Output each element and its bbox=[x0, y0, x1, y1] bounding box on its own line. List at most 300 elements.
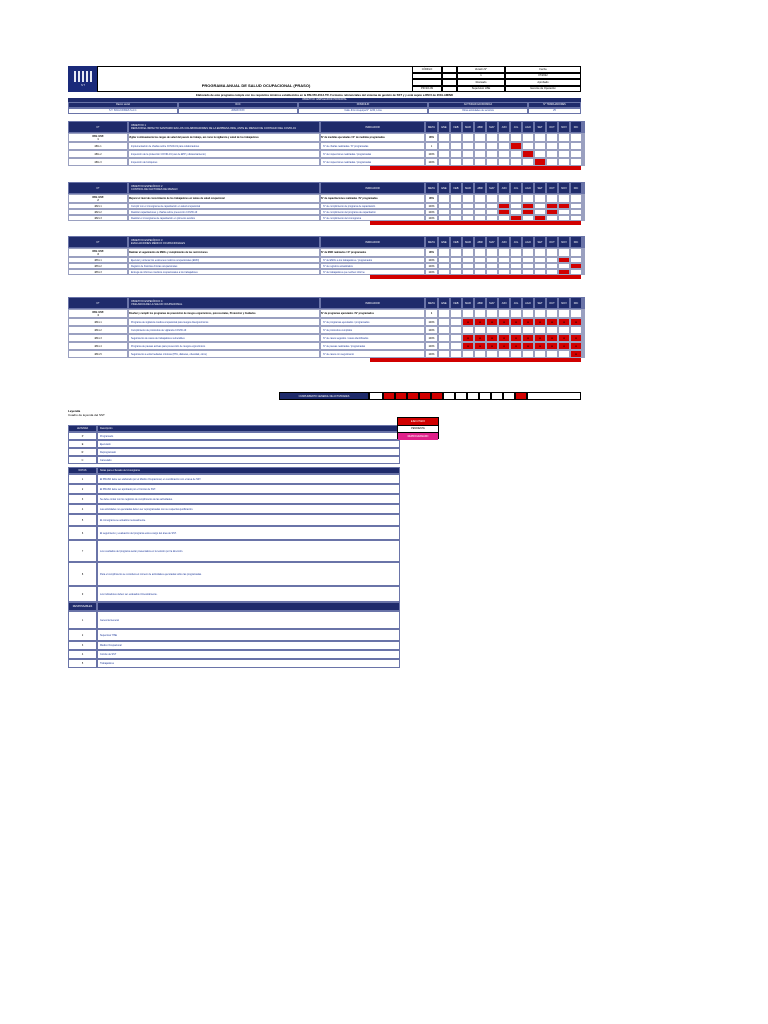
month-cell-oct[interactable] bbox=[546, 318, 558, 326]
activity-meta: 100% bbox=[425, 269, 438, 275]
activity-description: Seguimiento de casos de trabajadores vulnerables bbox=[128, 334, 320, 342]
activity-indicator: N° de cumplimiento del cronograma bbox=[320, 215, 425, 221]
legend-value: Cancelado bbox=[97, 456, 400, 464]
general-col-3: ACTIVIDAD ECONÓMICA bbox=[428, 102, 528, 108]
responsable-row bbox=[68, 659, 400, 668]
month-cell-ene[interactable] bbox=[438, 350, 450, 358]
specific-objective-cell bbox=[570, 194, 582, 203]
section-header-cell: DIC bbox=[570, 182, 582, 194]
month-cell-may[interactable] bbox=[486, 158, 498, 166]
specific-objective-cell: N° de EMO realizados / N° programados bbox=[320, 248, 425, 257]
total-cell bbox=[467, 392, 479, 400]
activity-meta: 100% bbox=[425, 334, 438, 342]
month-cell-abr[interactable] bbox=[474, 334, 486, 342]
status-key bbox=[397, 417, 439, 439]
specific-objective-cell bbox=[450, 194, 462, 203]
logo-text: S T bbox=[81, 84, 85, 87]
activity-meta: 100% bbox=[425, 326, 438, 334]
month-cell-oct[interactable] bbox=[546, 334, 558, 342]
legend-value: Notas para el llenado del cronograma bbox=[97, 467, 400, 474]
legend-value: Reprogramado bbox=[97, 448, 400, 456]
activity-id: 4811.2 bbox=[68, 150, 128, 158]
month-cell-nov[interactable] bbox=[558, 318, 570, 326]
specific-objective-cell bbox=[510, 194, 522, 203]
document-title: PROGRAMA ANUAL DE SALUD OCUPACIONAL (PRASO) bbox=[201, 83, 311, 88]
legend-row bbox=[68, 432, 400, 440]
total-cell bbox=[407, 392, 419, 400]
month-cell-ago[interactable] bbox=[522, 150, 534, 158]
approver-value: Gerente de Operación bbox=[505, 86, 581, 93]
legend-key: LEYENDA bbox=[68, 425, 97, 432]
section-header-cell: ENE bbox=[438, 182, 450, 194]
legend-value: El PRASO debe ser aprobado por el Comité de SST. bbox=[97, 484, 400, 494]
section-header-cell: MAY bbox=[486, 182, 498, 194]
legend-value: Supervisor HSE bbox=[97, 629, 400, 641]
specific-objective-cell bbox=[450, 309, 462, 318]
specific-objective-cell bbox=[583, 309, 585, 318]
month-cell-feb[interactable] bbox=[450, 142, 462, 150]
code-label: CÓDIGO bbox=[412, 66, 442, 73]
specific-objective-cell bbox=[534, 133, 546, 142]
activity-description: Realizar el cronograma de capacitación en primeros auxilios bbox=[128, 215, 320, 221]
month-cell-ago[interactable] bbox=[522, 342, 534, 350]
section-header-cell: NOV bbox=[558, 236, 570, 248]
section-header-cell: INDICADOR bbox=[320, 121, 425, 133]
note-row bbox=[68, 484, 400, 494]
note-row bbox=[68, 562, 400, 586]
specific-objective-cell: Realizar el seguimiento de EMOs y cumplimiento de las restricciones bbox=[128, 248, 320, 257]
month-cell-abr[interactable] bbox=[474, 150, 486, 158]
month-cell-mar[interactable] bbox=[462, 142, 474, 150]
specific-objective-cell: 1 bbox=[425, 309, 438, 318]
activity-indicator: N° de inspecciones realizadas / programadas bbox=[320, 158, 425, 166]
month-cell-set[interactable] bbox=[534, 158, 546, 166]
specific-objective-cell bbox=[546, 194, 558, 203]
section-header-cell: ENE bbox=[438, 121, 450, 133]
month-cell-jul[interactable] bbox=[510, 150, 522, 158]
responsable-row bbox=[68, 629, 400, 641]
month-cell-ago[interactable] bbox=[522, 158, 534, 166]
month-cell-jul[interactable] bbox=[510, 318, 522, 326]
responsable-row bbox=[68, 650, 400, 659]
month-cell-ago[interactable] bbox=[522, 350, 534, 358]
month-cell-set[interactable] bbox=[534, 334, 546, 342]
month-cell-oct[interactable] bbox=[546, 350, 558, 358]
key-pending: PENDIENTE bbox=[398, 426, 438, 434]
legend-key: 1 bbox=[68, 474, 97, 484]
activity-compliance bbox=[583, 334, 585, 342]
month-cell-ago[interactable] bbox=[522, 326, 534, 334]
month-cell-abr[interactable] bbox=[474, 326, 486, 334]
month-cell-may[interactable] bbox=[486, 150, 498, 158]
legend-value: Programado bbox=[97, 432, 400, 440]
activity-compliance bbox=[583, 215, 585, 221]
month-cell-jun[interactable] bbox=[498, 318, 510, 326]
legend-value: Médico Ocupacional bbox=[97, 641, 400, 650]
month-cell-abr[interactable] bbox=[474, 342, 486, 350]
month-cell-dic[interactable] bbox=[570, 318, 582, 326]
month-cell-mar[interactable] bbox=[462, 326, 474, 334]
month-cell-nov[interactable] bbox=[558, 142, 570, 150]
specific-objective-cell bbox=[438, 194, 450, 203]
month-cell-jul[interactable] bbox=[510, 158, 522, 166]
month-cell-mar[interactable] bbox=[462, 150, 474, 158]
month-cell-feb[interactable] bbox=[450, 342, 462, 350]
total-label: CUMPLIMIENTO GENERAL DE ACTIVIDADES bbox=[279, 392, 369, 400]
month-cell-may[interactable] bbox=[486, 326, 498, 334]
legend-key: 1 bbox=[68, 611, 97, 629]
objective-line: Elaborado de este programa cumple con los requisitos mínimos establecidos en la RM-050-2013-TR. Formatos referenciales del sistema de gestión de SST y y está sujeto a RM 6 de 2019-AMIND bbox=[195, 93, 454, 97]
code-value: PR-SO-09 bbox=[412, 86, 442, 93]
specific-objective-cell bbox=[546, 309, 558, 318]
activity-meta: 100% bbox=[425, 150, 438, 158]
specific-objective-cell: OBJ. ESP. 1 bbox=[68, 133, 128, 142]
total-cell bbox=[479, 392, 491, 400]
month-cell-jun[interactable] bbox=[498, 342, 510, 350]
month-cell-feb[interactable] bbox=[450, 318, 462, 326]
general-header: OBJETIVO: EMPLEADOR PRINCIPAL bbox=[68, 98, 581, 102]
activity-indicator: N° de registros actualizados bbox=[320, 263, 425, 269]
activity-id: 4841.5 bbox=[68, 350, 128, 358]
section-header-cell: ABR bbox=[474, 182, 486, 194]
month-cell-jul[interactable] bbox=[510, 142, 522, 150]
activity-id: 4831.2 bbox=[68, 263, 128, 269]
section-header-cell: N° bbox=[68, 236, 128, 248]
month-cell-set[interactable] bbox=[534, 142, 546, 150]
specific-objective-cell bbox=[438, 248, 450, 257]
key-executed: EJECUTADO bbox=[398, 418, 438, 426]
specific-objective-cell bbox=[546, 133, 558, 142]
general-value-3: Otras actividades de servicios bbox=[428, 108, 528, 114]
activity-id: 4821.2 bbox=[68, 209, 128, 215]
month-cell-dic[interactable] bbox=[570, 142, 582, 150]
legend-key: 5 bbox=[68, 659, 97, 668]
month-cell-set[interactable] bbox=[534, 350, 546, 358]
section-header-cell: ABR bbox=[474, 236, 486, 248]
month-cell-nov[interactable] bbox=[558, 350, 570, 358]
specific-objective-cell bbox=[558, 194, 570, 203]
month-cell-jun[interactable] bbox=[498, 158, 510, 166]
month-cell-may[interactable] bbox=[486, 350, 498, 358]
month-cell-ene[interactable] bbox=[438, 334, 450, 342]
section-objective: OBJETIVO ESPECÍFICO 2 CONTROL DE FACTORES DE RIESGO bbox=[128, 182, 320, 194]
section-header-cell: FEB bbox=[450, 121, 462, 133]
specific-objective-cell: Mejorar el nivel de conocimiento de los trabajadores en temas de salud ocupacional bbox=[128, 194, 320, 203]
activity-id: 4841.1 bbox=[68, 318, 128, 326]
activity-indicator: N° de charlas realizadas / N° programadas bbox=[320, 142, 425, 150]
specific-objective-cell: OBJ. ESP. 2 bbox=[68, 194, 128, 203]
section-header-cell: NOV bbox=[558, 121, 570, 133]
section-header-cell: INDICADOR bbox=[320, 182, 425, 194]
month-cell-ene[interactable] bbox=[438, 318, 450, 326]
legend-key: 2 bbox=[68, 629, 97, 641]
month-cell-jul[interactable] bbox=[510, 342, 522, 350]
activity-id: 4841.3 bbox=[68, 334, 128, 342]
legend-key: R bbox=[68, 448, 97, 456]
section-header-cell: ENE bbox=[438, 236, 450, 248]
specific-objective-cell bbox=[450, 133, 462, 142]
specific-objective-cell: N° de medidas ejecutadas / N° de medidas programadas bbox=[320, 133, 425, 142]
month-cell-nov[interactable] bbox=[558, 158, 570, 166]
month-cell-oct[interactable] bbox=[546, 142, 558, 150]
activity-compliance bbox=[583, 150, 585, 158]
general-col-1: RUC bbox=[178, 102, 298, 108]
section-header-cell: MAR bbox=[462, 182, 474, 194]
month-cell-jun[interactable] bbox=[498, 150, 510, 158]
section-progress-band bbox=[370, 221, 581, 225]
section-header-cell: M bbox=[583, 297, 585, 309]
specific-objective-cell: Vigilar continuamente las cargas de salud del puesto de trabajo, así como la vigilancia y salud de los trabajadores bbox=[128, 133, 320, 142]
logo-mark-icon bbox=[74, 71, 92, 82]
month-cell-oct[interactable] bbox=[546, 158, 558, 166]
activity-indicator: N° de trabajadores que reciben informe bbox=[320, 269, 425, 275]
activity-id: 4821.1 bbox=[68, 203, 128, 209]
specific-objective-cell bbox=[474, 309, 486, 318]
legend-value: Ejecutado bbox=[97, 440, 400, 448]
version-value: 1 bbox=[457, 73, 505, 80]
activity-meta: 100% bbox=[425, 257, 438, 263]
month-cell-jun[interactable] bbox=[498, 350, 510, 358]
section-header-cell: FEB bbox=[450, 297, 462, 309]
activity-meta: 100% bbox=[425, 342, 438, 350]
month-cell-feb[interactable] bbox=[450, 158, 462, 166]
month-cell-nov[interactable] bbox=[558, 326, 570, 334]
activity-indicator: N° de casos seguidos / casos identificados bbox=[320, 334, 425, 342]
total-cell bbox=[383, 392, 395, 400]
month-cell-jun[interactable] bbox=[498, 142, 510, 150]
specific-objective-cell bbox=[462, 248, 474, 257]
month-cell-set[interactable] bbox=[534, 318, 546, 326]
month-cell-dic[interactable] bbox=[570, 326, 582, 334]
total-cell bbox=[369, 392, 383, 400]
month-cell-jun[interactable] bbox=[498, 334, 510, 342]
specific-objective-cell: 90% bbox=[425, 194, 438, 203]
activity-id: 4811.3 bbox=[68, 158, 128, 166]
note-row bbox=[68, 586, 400, 602]
section-header-cell: META bbox=[425, 182, 438, 194]
legend-key: 8 bbox=[68, 562, 97, 586]
activity-indicator: N° de programas ejecutados / programados bbox=[320, 318, 425, 326]
month-cell-dic[interactable] bbox=[570, 150, 582, 158]
activity-row bbox=[68, 142, 581, 150]
specific-objective-cell bbox=[583, 194, 585, 203]
specific-objective-cell: Diseñar y cumplir los programas de prevención de riesgos ergonómicos, psicosociales, Protección y Cuidados bbox=[128, 309, 320, 318]
specific-objective-cell bbox=[474, 248, 486, 257]
section-header-cell: MAY bbox=[486, 236, 498, 248]
specific-objective-cell bbox=[558, 248, 570, 257]
activity-description: Cumplir con el cronograma de capacitación en salud ocupacional bbox=[128, 203, 320, 209]
section-header-cell: FEB bbox=[450, 182, 462, 194]
specific-objective-cell bbox=[474, 133, 486, 142]
activity-id: 4841.4 bbox=[68, 342, 128, 350]
section-objective: OBJETIVO ESPECÍFICO 4 VIGILANCIA DE LA SALUD OCUPACIONAL bbox=[128, 297, 320, 309]
activity-description: Registro de historias clínicas ocupacionales bbox=[128, 263, 320, 269]
month-cell-abr[interactable] bbox=[474, 318, 486, 326]
month-cell-ago[interactable] bbox=[522, 318, 534, 326]
total-cell bbox=[431, 392, 443, 400]
activity-description: Inspección de botiquines bbox=[128, 158, 320, 166]
specific-objective-cell bbox=[570, 309, 582, 318]
legend-key: E bbox=[68, 440, 97, 448]
month-cell-dic[interactable] bbox=[570, 342, 582, 350]
total-cell bbox=[491, 392, 503, 400]
specific-objective-cell bbox=[450, 248, 462, 257]
activity-meta: 100% bbox=[425, 203, 438, 209]
month-cell-oct[interactable] bbox=[546, 150, 558, 158]
specific-objective-cell: OBJ. ESP. 4 bbox=[68, 309, 128, 318]
legend-key: P bbox=[68, 432, 97, 440]
legend-row bbox=[68, 440, 400, 448]
month-cell-ene[interactable] bbox=[438, 326, 450, 334]
activity-description: Implementación de charlas sobre COVID-19 para colaboradores bbox=[128, 142, 320, 150]
specific-objective-cell bbox=[510, 133, 522, 142]
responsable-row bbox=[68, 641, 400, 650]
section-header-cell: OCT bbox=[546, 236, 558, 248]
responsables-header bbox=[68, 602, 400, 611]
month-cell-mar[interactable] bbox=[462, 350, 474, 358]
legend-key: 3 bbox=[68, 494, 97, 504]
section-header-cell: N° bbox=[68, 121, 128, 133]
month-cell-may[interactable] bbox=[486, 318, 498, 326]
date-value: 07/2022 bbox=[505, 73, 581, 80]
activity-compliance bbox=[583, 269, 585, 275]
activity-row bbox=[68, 334, 581, 342]
specific-objective-cell bbox=[510, 309, 522, 318]
section-header-cell: SET bbox=[534, 297, 546, 309]
total-cell bbox=[527, 392, 581, 400]
month-cell-feb[interactable] bbox=[450, 334, 462, 342]
activity-compliance bbox=[583, 158, 585, 166]
month-cell-mar[interactable] bbox=[462, 318, 474, 326]
legend-value: El cronograma se actualiza mensualmente. bbox=[97, 514, 400, 526]
month-cell-jul[interactable] bbox=[510, 326, 522, 334]
month-cell-jul[interactable] bbox=[510, 350, 522, 358]
activity-meta: 100% bbox=[425, 209, 438, 215]
section-header-cell: ABR bbox=[474, 121, 486, 133]
month-cell-jul[interactable] bbox=[510, 334, 522, 342]
legend-title: Leyenda Cuadro de leyenda del SST bbox=[68, 409, 105, 417]
specific-objective-cell bbox=[474, 194, 486, 203]
section-header-cell: OCT bbox=[546, 182, 558, 194]
section-header-cell: M bbox=[583, 236, 585, 248]
month-cell-nov[interactable] bbox=[558, 334, 570, 342]
legend-value: Gerencia General bbox=[97, 611, 400, 629]
month-cell-set[interactable] bbox=[534, 150, 546, 158]
month-cell-ene[interactable] bbox=[438, 142, 450, 150]
month-cell-ene[interactable] bbox=[438, 158, 450, 166]
specific-objective-cell bbox=[486, 309, 498, 318]
note-row bbox=[68, 494, 400, 504]
activity-meta: 100% bbox=[425, 263, 438, 269]
section-header-cell: DIC bbox=[570, 236, 582, 248]
section-header-cell: SET bbox=[534, 182, 546, 194]
month-cell-jun[interactable] bbox=[498, 326, 510, 334]
month-cell-ene[interactable] bbox=[438, 342, 450, 350]
legend-value bbox=[97, 602, 400, 611]
section-header-cell: OCT bbox=[546, 121, 558, 133]
legend-key: 2 bbox=[68, 484, 97, 494]
month-cell-ene[interactable] bbox=[438, 150, 450, 158]
month-cell-may[interactable] bbox=[486, 142, 498, 150]
month-cell-abr[interactable] bbox=[474, 350, 486, 358]
month-cell-mar[interactable] bbox=[462, 334, 474, 342]
legend-value: El PRASO debe ser elaborado por el Médico Ocupacional, en coordinación con el área de SST. bbox=[97, 474, 400, 484]
specific-objective-cell bbox=[462, 194, 474, 203]
month-cell-feb[interactable] bbox=[450, 326, 462, 334]
month-cell-dic[interactable] bbox=[570, 158, 582, 166]
activity-description: Entrega de informes médicos ocupacionales a los trabajadores bbox=[128, 269, 320, 275]
month-cell-mar[interactable] bbox=[462, 342, 474, 350]
activity-meta: 100% bbox=[425, 215, 438, 221]
activity-indicator: N° de casos con seguimiento bbox=[320, 350, 425, 358]
general-col-2: DOMICILIO bbox=[298, 102, 428, 108]
legend-key: 6 bbox=[68, 526, 97, 540]
month-cell-set[interactable] bbox=[534, 342, 546, 350]
specific-objective-cell bbox=[546, 248, 558, 257]
section-header-cell: ENE bbox=[438, 297, 450, 309]
month-cell-may[interactable] bbox=[486, 342, 498, 350]
month-cell-dic[interactable] bbox=[570, 334, 582, 342]
month-cell-feb[interactable] bbox=[450, 350, 462, 358]
legend-value: Los indicadores deben ser evaluados trimestralmente. bbox=[97, 586, 400, 602]
section-header-cell: SET bbox=[534, 236, 546, 248]
month-cell-abr[interactable] bbox=[474, 142, 486, 150]
month-cell-oct[interactable] bbox=[546, 326, 558, 334]
activity-description: Programa de vigilancia médica ocupacional para riesgos disergonómicos bbox=[128, 318, 320, 326]
total-row bbox=[279, 392, 581, 400]
section-header-cell: DIC bbox=[570, 297, 582, 309]
activity-row bbox=[68, 350, 581, 358]
specific-objective-cell bbox=[570, 248, 582, 257]
month-cell-may[interactable] bbox=[486, 334, 498, 342]
month-cell-nov[interactable] bbox=[558, 150, 570, 158]
section-header-cell: JUN bbox=[498, 121, 510, 133]
specific-objective-row-1 bbox=[68, 133, 581, 142]
specific-objective-cell bbox=[534, 194, 546, 203]
section-header-cell: AGO bbox=[522, 182, 534, 194]
month-cell-feb[interactable] bbox=[450, 150, 462, 158]
section-progress-band bbox=[370, 166, 581, 170]
document-control-grid bbox=[412, 66, 581, 92]
note-row bbox=[68, 474, 400, 484]
activity-compliance bbox=[583, 342, 585, 350]
month-cell-dic[interactable] bbox=[570, 350, 582, 358]
specific-objective-cell bbox=[534, 248, 546, 257]
total-cell bbox=[419, 392, 431, 400]
legend-key: 4 bbox=[68, 650, 97, 659]
specific-objective-cell bbox=[558, 133, 570, 142]
specific-objective-cell bbox=[570, 133, 582, 142]
specific-objective-cell bbox=[438, 309, 450, 318]
activity-id: 4831.1 bbox=[68, 257, 128, 263]
month-cell-oct[interactable] bbox=[546, 342, 558, 350]
section-header-cell: AGO bbox=[522, 236, 534, 248]
specific-objective-row-3 bbox=[68, 248, 581, 257]
section-header-cell: AGO bbox=[522, 297, 534, 309]
month-cell-nov[interactable] bbox=[558, 342, 570, 350]
month-cell-set[interactable] bbox=[534, 326, 546, 334]
month-cell-mar[interactable] bbox=[462, 158, 474, 166]
activity-description: Cumplimiento de protocolos de vigilancia COVID-19 bbox=[128, 326, 320, 334]
specific-objective-cell bbox=[498, 248, 510, 257]
activity-id: 4831.3 bbox=[68, 269, 128, 275]
month-cell-ago[interactable] bbox=[522, 142, 534, 150]
specific-objective-cell bbox=[498, 133, 510, 142]
section-objective: OBJETIVO 1 REDUCIR EL IMPACTO SANITARIO EN LOS COLABORADORES DE LA EMPRESA INFE, ANTE EL RIESGO DE CONTAGIO DEL COVID-19 bbox=[128, 121, 320, 133]
month-cell-ago[interactable] bbox=[522, 334, 534, 342]
section-header-cell: JUL bbox=[510, 182, 522, 194]
month-cell-abr[interactable] bbox=[474, 158, 486, 166]
